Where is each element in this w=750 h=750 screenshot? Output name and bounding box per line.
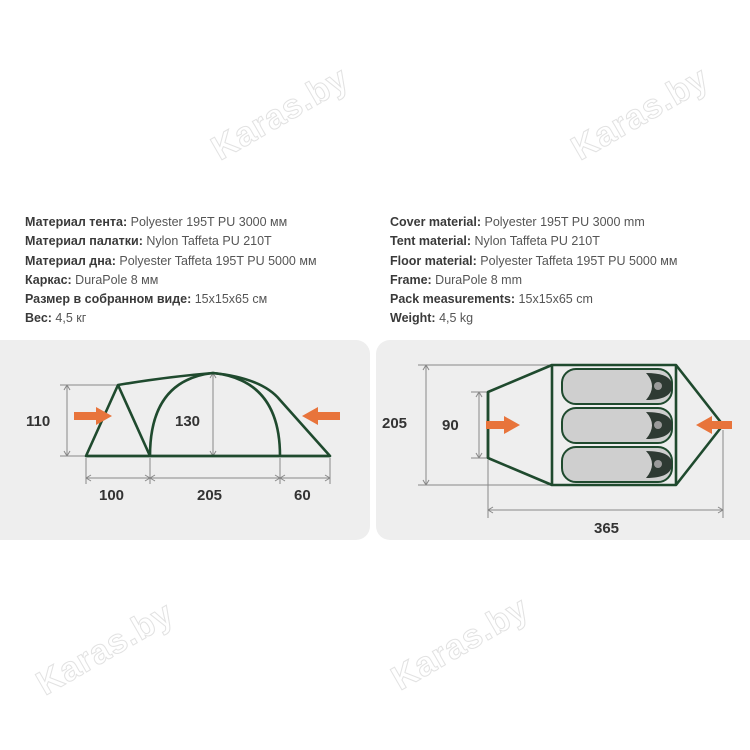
spec-value: Polyester 195T PU 3000 mm	[481, 215, 645, 229]
spec-row-tent-material-en	[390, 232, 677, 251]
side-view-diagram	[0, 340, 370, 540]
spec-key: Floor material:	[390, 253, 477, 268]
spec-value: 4,5 кг	[51, 311, 87, 326]
spec-value: Polyester Taffeta 195T PU 5000 мм	[476, 253, 678, 268]
spec-row-floor-material-ru	[25, 252, 317, 271]
spec-value: DuraPole 8 mm	[431, 272, 522, 287]
spec-key: Frame:	[390, 272, 432, 287]
spec-row-pack-size-ru	[25, 290, 317, 309]
spec-value: Nylon Taffeta PU 210T	[142, 234, 272, 249]
dim-length-rear: 60	[294, 487, 311, 504]
specs-list-ru	[25, 213, 317, 329]
spec-row-weight-ru	[25, 309, 317, 328]
spec-key: Каркас:	[25, 272, 72, 287]
sleeping-bag-icon	[562, 408, 672, 443]
spec-value: Nylon Taffeta PU 210T	[471, 234, 600, 249]
dim-total-length: 365	[594, 520, 620, 537]
watermark-logo: Karas.by	[565, 59, 716, 168]
spec-key: Материал тента:	[25, 215, 128, 229]
sleeping-bag-icon	[562, 369, 672, 404]
spec-row-frame-ru	[25, 271, 317, 290]
specs-list-en	[390, 213, 677, 329]
sleeping-bag-icon	[562, 447, 672, 482]
spec-row-floor-material-en	[390, 252, 677, 271]
spec-key: Tent material:	[390, 234, 472, 249]
spec-row-tent-material-ru	[25, 232, 317, 251]
spec-row-frame-en	[390, 271, 677, 290]
spec-row-cover-material-ru	[25, 213, 317, 232]
spec-value: 15x15x65 cm	[515, 292, 593, 307]
watermark-logo: Karas.by	[205, 59, 356, 168]
spec-value: DuraPole 8 мм	[71, 272, 159, 287]
spec-key: Weight:	[390, 311, 436, 326]
spec-row-weight-en	[390, 309, 677, 328]
arrow-right-icon	[486, 416, 520, 434]
spec-key: Материал дна:	[25, 253, 116, 268]
dim-height-low: 110	[26, 413, 51, 430]
dim-width: 205	[382, 415, 408, 432]
spec-value: 4,5 kg	[435, 311, 474, 326]
spec-key: Материал палатки:	[25, 234, 143, 249]
dim-length-front: 100	[99, 487, 125, 504]
spec-value: Polyester 195T PU 3000 мм	[127, 215, 288, 229]
top-view-diagram	[376, 340, 750, 540]
spec-value: Polyester Taffeta 195T PU 5000 мм	[115, 253, 317, 268]
arrow-left-icon	[696, 416, 732, 434]
tent-side-outline	[86, 373, 330, 456]
sleeping-bags	[562, 369, 672, 482]
spec-value: 15x15x65 см	[191, 292, 268, 307]
dim-vestibule-width: 90	[442, 417, 459, 434]
top-view-panel	[376, 340, 750, 540]
side-view-panel	[0, 340, 370, 540]
spec-row-cover-material-en	[390, 213, 677, 232]
spec-key: Размер в собранном виде:	[25, 292, 192, 307]
arrow-left-icon	[302, 407, 340, 425]
watermark-logo: Karas.by	[385, 589, 536, 698]
spec-key: Pack measurements:	[390, 292, 516, 307]
watermark-logo: Karas.by	[30, 594, 181, 703]
dim-length-middle: 205	[197, 487, 223, 504]
spec-key: Вес:	[25, 311, 52, 326]
spec-key: Cover material:	[390, 215, 482, 229]
spec-row-pack-size-en	[390, 290, 677, 309]
dim-height-high: 130	[175, 413, 201, 430]
